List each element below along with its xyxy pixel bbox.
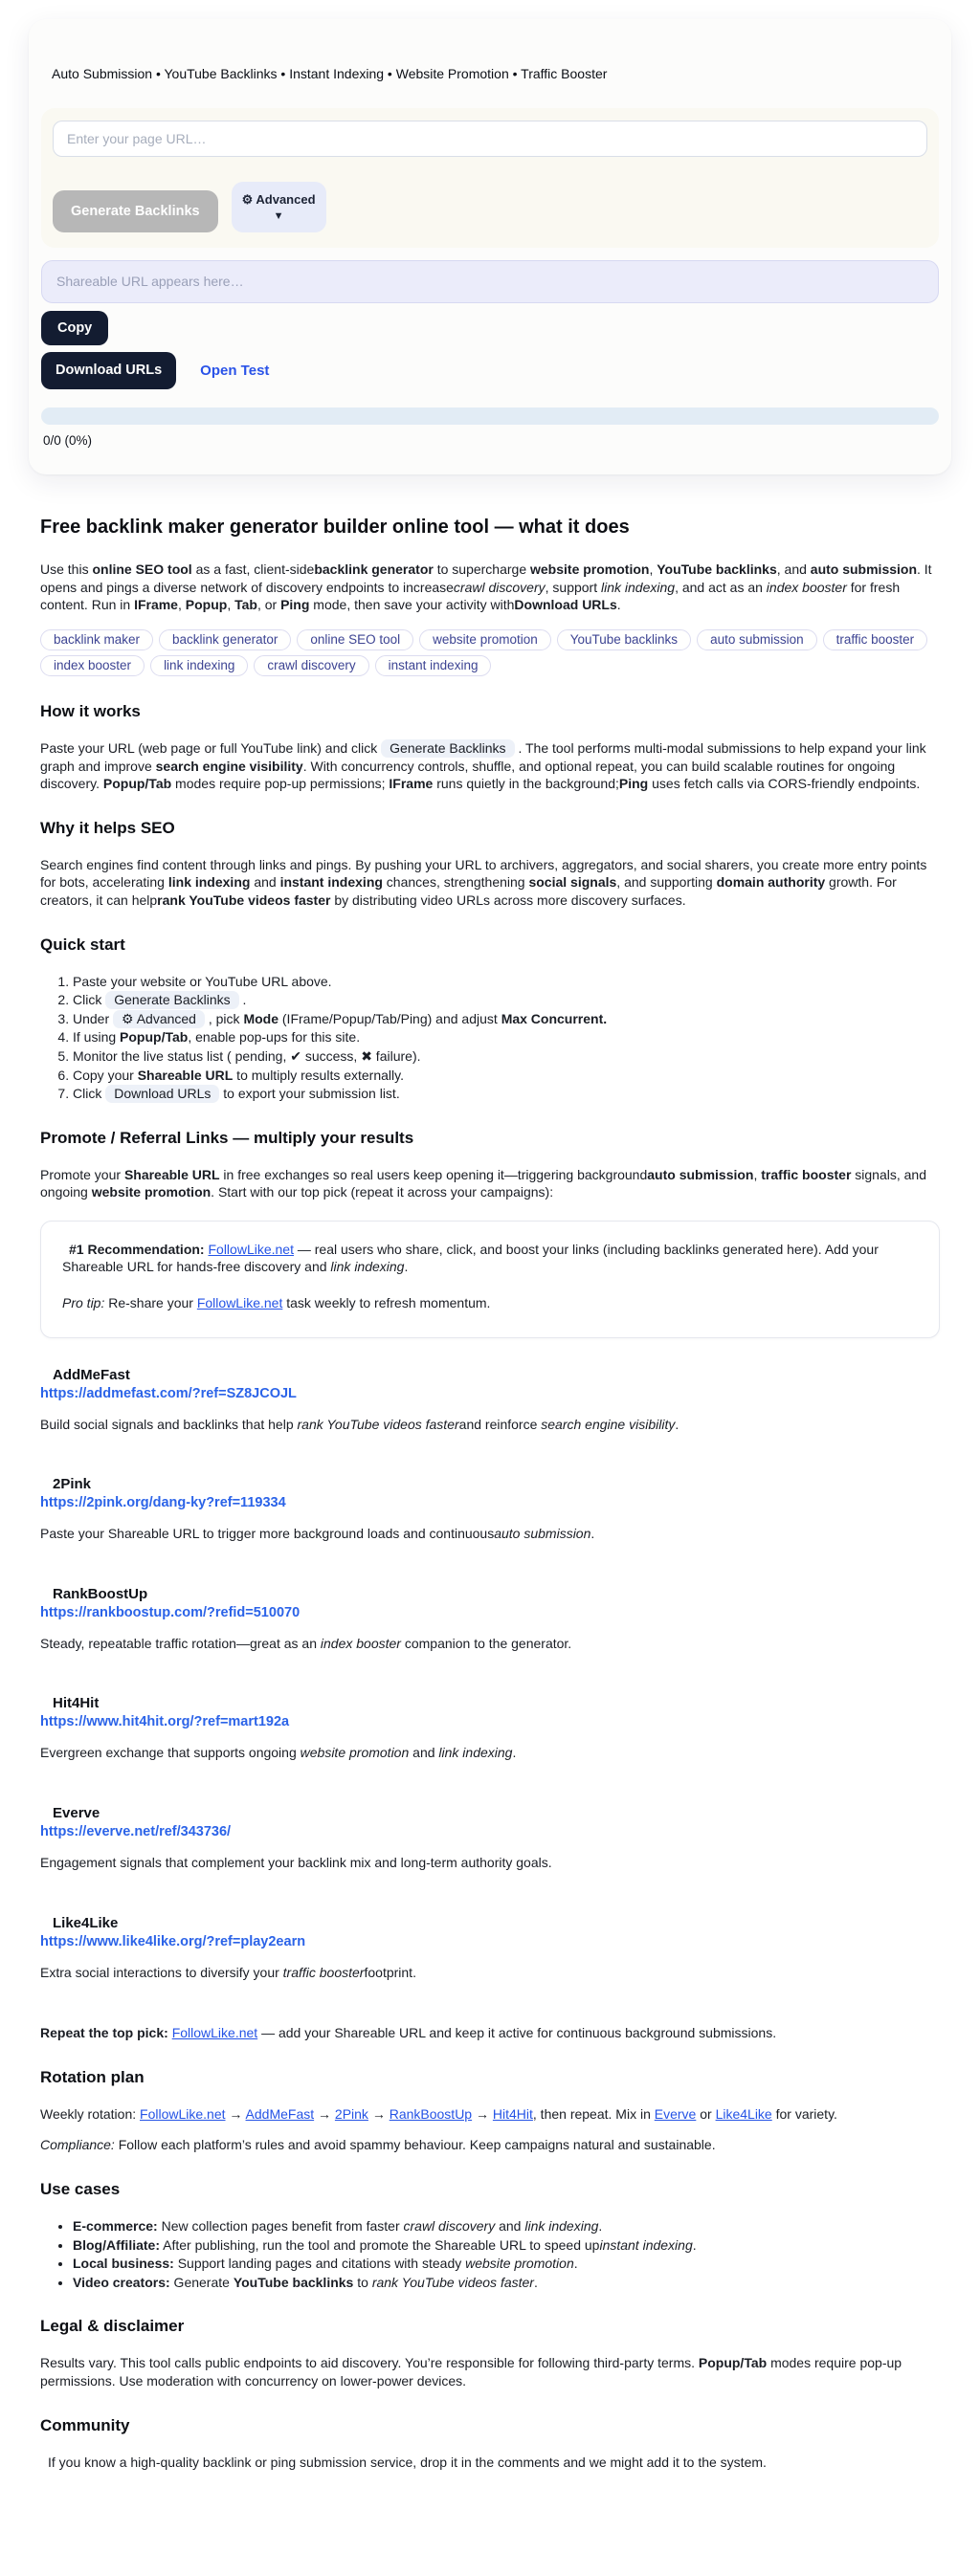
- quick-start-step: 5. Monitor the live status list ( pending, ✔ success, ✖ failure).: [73, 1047, 940, 1066]
- section-heading-legal: Legal & disclaimer: [40, 2317, 185, 2336]
- keyword-tag: index booster: [40, 655, 145, 676]
- keyword-tag: instant indexing: [375, 655, 492, 676]
- keyword-tag: online SEO tool: [297, 629, 413, 650]
- referral-description: Engagement signals that complement your backlink mix and long-term authority goals.: [40, 1855, 552, 1871]
- referral-name: Hit4Hit: [53, 1695, 100, 1712]
- quick-start-step: 2. Click Generate Backlinks .: [73, 991, 940, 1009]
- inline-button-chip: ⚙ Advanced: [113, 1010, 205, 1028]
- community-paragraph: If you know a high-quality backlink or ping submission service, drop it in the comments and we might add it to the system.: [48, 2454, 767, 2470]
- referral-name: Everve: [53, 1805, 100, 1822]
- section-heading-why-it-helps-seo: Why it helps SEO: [40, 818, 175, 837]
- referral-url-link[interactable]: https://everve.net/ref/343736/: [40, 1824, 232, 1840]
- inline-link[interactable]: Everve: [654, 2105, 697, 2122]
- inline-link[interactable]: 2Pink: [334, 2105, 368, 2122]
- repeat-pick-paragraph: Repeat the top pick: FollowLike.net — add your Shareable URL and keep it active for continuous background submissions.: [40, 2025, 777, 2041]
- keyword-tag: crawl discovery: [254, 655, 368, 676]
- quick-start-step: 7. Click Download URLs to export your submission list.: [73, 1085, 940, 1103]
- legal-paragraph: Results vary. This tool calls public endpoints to aid discovery. You’re responsible for following third-party terms. Popup/Tab modes require pop-up permissions. Use moderation with concurrency on lower-power devices.: [40, 2355, 902, 2389]
- quick-start-step: 3. Under ⚙ Advanced , pick Mode (IFrame/Popup/Tab/Ping) and adjust Max Concurrent.: [73, 1010, 940, 1028]
- recommendation-line: #1 Recommendation: FollowLike.net — real users who share, click, and boost your links (including backlinks generated here). Add your Shareable URL for hands-free discovery and link indexing.: [62, 1241, 879, 1275]
- action-button-row: [53, 182, 927, 232]
- referral-name: Like4Like: [53, 1914, 119, 1931]
- url-panel: [41, 108, 939, 248]
- keyword-tag-list: [40, 629, 940, 676]
- download-row: [41, 352, 939, 389]
- how-it-works-paragraph: Paste your URL (web page or full YouTube link) and click Generate Backlinks . The tool performs multi-modal submissions to help expand your link graph and improve search engine visibility. With concurrency controls, shuffle, and optional repeat, you can build scalable routines for ongoing discovery. Popup/Tab modes require pop-up permissions; IFrame runs quietly in the background;Ping uses fetch calls via CORS-friendly endpoints.: [40, 739, 926, 792]
- keyword-tag: website promotion: [419, 629, 551, 650]
- referral-description: Paste your Shareable URL to trigger more background loads and continuousauto submission.: [40, 1526, 595, 1542]
- keyword-tag: auto submission: [697, 629, 817, 650]
- section-heading-rotation-plan: Rotation plan: [40, 2067, 145, 2086]
- use-case-item: • Video creators: Generate YouTube backlinks to rank YouTube videos faster.: [73, 2274, 940, 2292]
- rotation-paragraph: Weekly rotation: FollowLike.net → AddMeFast → 2Pink → RankBoostUp → Hit4Hit, then repeat. Mix in Everve or Like4Like for variety.: [40, 2105, 837, 2122]
- inline-link[interactable]: FollowLike.net: [140, 2105, 226, 2122]
- quick-start-list: [40, 973, 940, 1103]
- referral-name: 2Pink: [53, 1476, 92, 1493]
- keyword-tag: link indexing: [150, 655, 248, 676]
- referral-card: [40, 1367, 940, 1434]
- inline-button-chip: Download URLs: [105, 1085, 219, 1103]
- referral-name: AddMeFast: [53, 1366, 130, 1383]
- use-case-item: • Blog/Affiliate: After publishing, run the tool and promote the Shareable URL to speed upinstant indexing.: [73, 2236, 940, 2255]
- advanced-toggle-button[interactable]: [232, 182, 326, 232]
- keyword-tag: YouTube backlinks: [557, 629, 691, 650]
- referral-card: [40, 1586, 940, 1653]
- article-content: [0, 515, 980, 2576]
- keyword-tag: backlink maker: [40, 629, 153, 650]
- referral-description: Extra social interactions to diversify your traffic boosterfootprint.: [40, 1964, 416, 1980]
- referral-description: Evergreen exchange that supports ongoing website promotion and link indexing.: [40, 1745, 517, 1761]
- referral-description: Steady, repeatable traffic rotation—great as an index booster companion to the generator.: [40, 1635, 572, 1651]
- generate-backlinks-button[interactable]: Generate Backlinks: [53, 190, 218, 232]
- page-title: Free backlink maker generator builder online tool — what it does: [40, 517, 630, 539]
- feature-tagline: Auto Submission • YouTube Backlinks • Instant Indexing • Website Promotion • Traffic Booster: [52, 66, 608, 81]
- referral-url-link[interactable]: https://addmefast.com/?ref=SZ8JCOJL: [40, 1385, 297, 1401]
- referral-card: [40, 1695, 940, 1762]
- referral-card: [40, 1915, 940, 1982]
- progress-count-text: 0/0 (0%): [43, 432, 93, 448]
- section-heading-use-cases: Use cases: [40, 2180, 121, 2198]
- progress-bar: [41, 407, 939, 425]
- referral-name: RankBoostUp: [53, 1585, 148, 1602]
- chevron-down-icon: ▼: [273, 210, 284, 223]
- section-heading-how-it-works: How it works: [40, 701, 141, 720]
- section-heading-quick-start: Quick start: [40, 935, 125, 954]
- inline-link[interactable]: AddMeFast: [245, 2105, 315, 2122]
- shareable-url-input[interactable]: [41, 260, 939, 303]
- referral-url-link[interactable]: https://rankboostup.com/?refid=510070: [40, 1604, 301, 1620]
- keyword-tag: backlink generator: [159, 629, 291, 650]
- inline-link[interactable]: Like4Like: [715, 2105, 772, 2122]
- referral-card: [40, 1805, 940, 1872]
- use-cases-list: [40, 2217, 940, 2291]
- inline-link[interactable]: FollowLike.net: [208, 1241, 294, 1257]
- download-urls-button[interactable]: Download URLs: [41, 352, 176, 389]
- inline-link[interactable]: FollowLike.net: [196, 1295, 283, 1311]
- section-heading-community: Community: [40, 2415, 130, 2434]
- referral-url-link[interactable]: https://www.hit4hit.org/?ref=mart192a: [40, 1714, 290, 1730]
- referral-card: [40, 1476, 940, 1543]
- intro-paragraph: Use this online SEO tool as a fast, client-sidebacklink generator to supercharge website promotion, YouTube backlinks, and auto submission. It opens and pings a diverse network of discovery endpoints to increasecrawl discovery, support link indexing, and act as an index booster for fresh content. Run in IFrame, Popup, Tab, or Ping mode, then save your activity withDownload URLs.: [40, 561, 932, 613]
- referral-url-link[interactable]: https://2pink.org/dang-ky?ref=119334: [40, 1495, 286, 1511]
- hero-card: [29, 19, 951, 474]
- advanced-label: ⚙ Advanced: [241, 191, 316, 207]
- referral-description: Build social signals and backlinks that help rank YouTube videos fasterand reinforce search engine visibility.: [40, 1416, 679, 1432]
- use-case-item: • Local business: Support landing pages and citations with steady website promotion.: [73, 2255, 940, 2273]
- section-heading-promote: Promote / Referral Links — multiply your results: [40, 1128, 414, 1147]
- use-case-item: • E-commerce: New collection pages benefit from faster crawl discovery and link indexing.: [73, 2217, 940, 2235]
- promote-paragraph: Promote your Shareable URL in free exchanges so real users keep opening it—triggering backgroundauto submission, traffic booster signals, and ongoing website promotion. Start with our top pick (repeat it across your campaigns):: [40, 1166, 926, 1200]
- page-url-input[interactable]: [53, 121, 927, 157]
- referral-list: [40, 1367, 940, 1982]
- inline-button-chip: Generate Backlinks: [105, 991, 238, 1009]
- copy-button[interactable]: Copy: [41, 311, 108, 345]
- referral-url-link[interactable]: https://www.like4like.org/?ref=play2earn: [40, 1933, 306, 1949]
- inline-button-chip: Generate Backlinks: [381, 739, 514, 758]
- inline-link[interactable]: RankBoostUp: [389, 2105, 473, 2122]
- compliance-paragraph: Compliance: Follow each platform’s rules and avoid spammy behaviour. Keep campaigns natural and sustainable.: [40, 2137, 716, 2153]
- quick-start-step: 4. If using Popup/Tab, enable pop-ups for this site.: [73, 1028, 940, 1046]
- quick-start-step: 6. Copy your Shareable URL to multiply results externally.: [73, 1067, 940, 1085]
- inline-link[interactable]: FollowLike.net: [171, 2025, 258, 2041]
- quick-start-step: 1. Paste your website or YouTube URL above.: [73, 973, 940, 991]
- pro-tip-line: Pro tip: Re-share your FollowLike.net task weekly to refresh momentum.: [62, 1295, 491, 1311]
- open-test-link[interactable]: Open Test: [200, 362, 270, 379]
- keyword-tag: traffic booster: [823, 629, 928, 650]
- recommendation-box: [40, 1221, 940, 1338]
- why-it-helps-paragraph: Search engines find content through links and pings. By pushing your URL to archivers, aggregators, and social sharers, you create more entry points for bots, accelerating link indexing and instant indexing chances, strengthening social signals, and supporting domain authority growth. For creators, it can helprank YouTube videos faster by distributing video URLs across more discovery surfaces.: [40, 856, 927, 908]
- inline-link[interactable]: Hit4Hit: [492, 2105, 533, 2122]
